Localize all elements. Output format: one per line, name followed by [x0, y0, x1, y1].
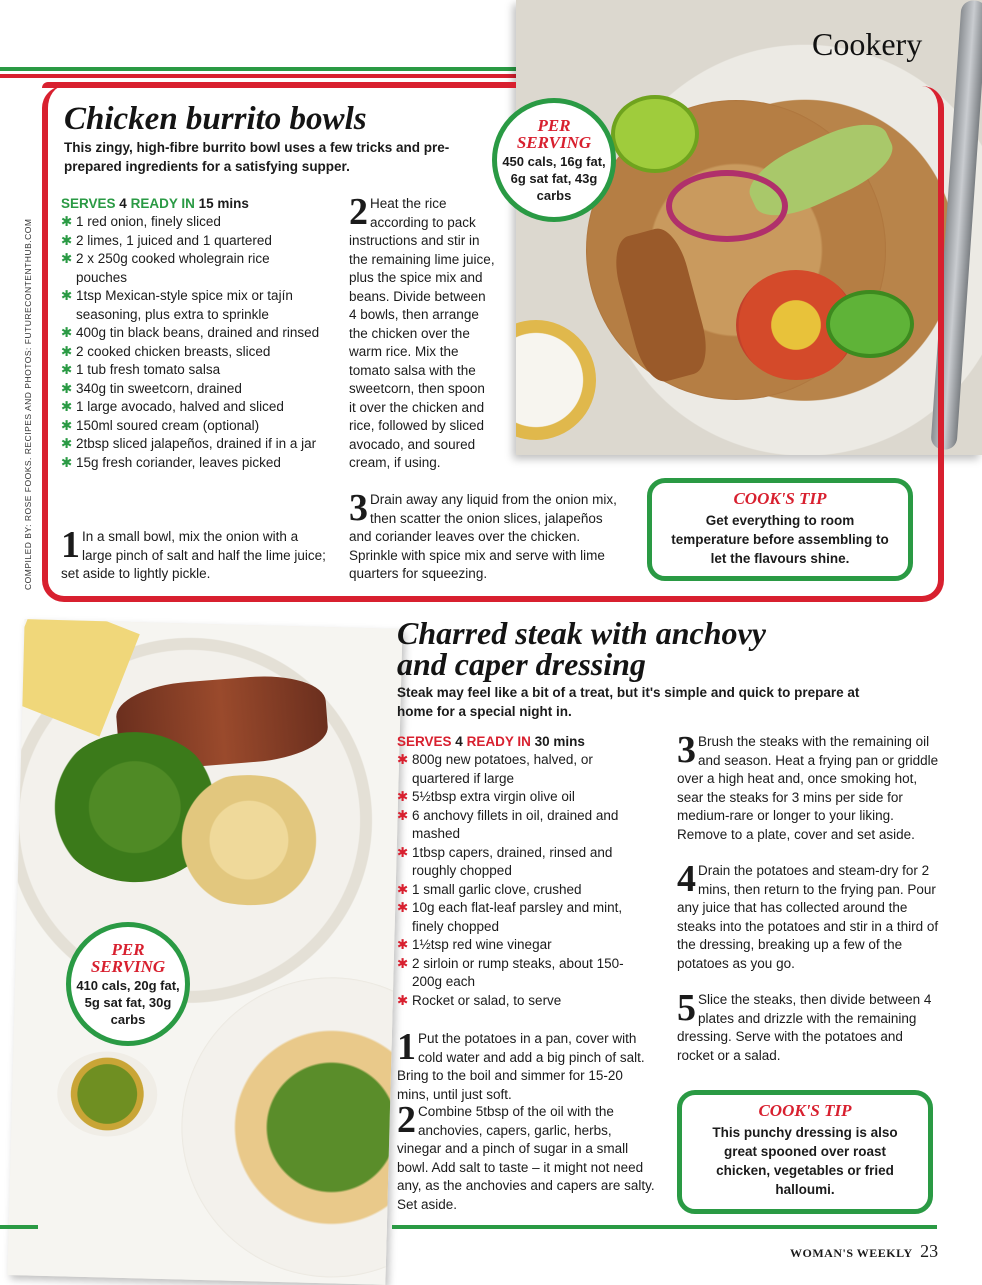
step-text: Heat the rice according to pack instructions and stir in the remaining lime juice, plus the spice mix and beans. Divide between 4 bowls, then arrange the chicken over the warm rice. Mix the tomato salsa with the sweetcorn, then spoon it over the chicken and rice, followed by sliced avocado, and soured cream, if using. — [349, 196, 495, 470]
recipe1-step-2 — [349, 191, 495, 473]
ingredient-item — [61, 324, 323, 343]
ingredient-item — [61, 250, 323, 287]
bullet-star-icon: ✱ — [397, 789, 409, 804]
ingredient-item — [61, 213, 323, 232]
ready-label: READY IN — [130, 196, 195, 211]
recipe2-cooks-tip — [677, 1090, 933, 1214]
footer-stripe-right — [392, 1225, 937, 1229]
ingredient-item — [397, 881, 647, 900]
recipe1-per-serving-badge — [492, 98, 616, 222]
recipe2-intro: Steak may feel like a bit of a treat, but it's simple and quick to prepare at home for a special night in. — [397, 685, 860, 719]
step-text: In a small bowl, mix the onion with a large pinch of salt and half the lime juice; set aside to lightly pickle. — [61, 529, 326, 581]
ingredient-item — [397, 844, 647, 881]
recipe1-cooks-tip — [647, 478, 913, 581]
bullet-star-icon: ✱ — [61, 436, 73, 451]
step-number: 3 — [349, 487, 368, 529]
bullet-star-icon: ✱ — [61, 454, 73, 470]
bullet-star-icon: ✱ — [61, 417, 73, 433]
ingredient-item — [397, 751, 647, 788]
bullet-star-icon: ✱ — [397, 807, 409, 823]
ingredient-text: 1 large avocado, halved and sliced — [76, 399, 284, 414]
dressing-bowl — [56, 1050, 158, 1138]
ready-label: READY IN — [466, 734, 531, 749]
ingredient-item — [61, 398, 323, 417]
ingredient-text: 2 cooked chicken breasts, sliced — [76, 343, 271, 359]
serves-value: 4 — [455, 734, 463, 749]
ingredient-item — [397, 936, 647, 955]
ingredient-text: 5½tbsp extra virgin olive oil — [412, 789, 575, 804]
step-number: 5 — [677, 987, 696, 1029]
magazine-name: WOMAN'S WEEKLY — [790, 1246, 913, 1260]
ingredient-text: 15g fresh coriander, leaves picked — [76, 454, 281, 470]
ingredient-item — [61, 380, 323, 399]
bullet-star-icon: ✱ — [61, 325, 73, 340]
ingredient-item — [61, 361, 323, 380]
ingredient-text: 2 limes, 1 juiced and 1 quartered — [76, 232, 272, 248]
steak-photo — [7, 619, 402, 1285]
recipe2-ingredients — [397, 751, 647, 1010]
recipe1-ingredients — [61, 213, 323, 472]
ready-value: 30 mins — [534, 734, 585, 749]
bullet-star-icon: ✱ — [397, 955, 409, 971]
bullet-star-icon: ✱ — [397, 937, 409, 952]
ingredient-item — [397, 992, 647, 1011]
per-serving-title: PER SERVING — [516, 116, 592, 152]
ingredient-text: 1tbsp capers, drained, rinsed and roughly chopped — [412, 844, 613, 878]
step-number: 2 — [397, 1099, 416, 1141]
cooks-tip-title: COOK'S TIP — [758, 1101, 852, 1120]
step-text: Combine 5tbsp of the oil with the anchovies, capers, garlic, herbs, vinegar and a pinch of sugar in a small bowl. Add salt to taste – it might not need any, as the anchovies and capers are salty. Set aside. — [397, 1104, 655, 1212]
recipe1-step-3 — [349, 487, 619, 584]
ingredient-text: 10g each flat-leaf parsley and mint, finely chopped — [412, 900, 623, 934]
ingredient-text: 2 x 250g cooked wholegrain rice pouches — [76, 251, 270, 285]
bullet-star-icon: ✱ — [61, 288, 73, 303]
bullet-star-icon: ✱ — [61, 399, 73, 414]
bullet-star-icon: ✱ — [397, 881, 409, 897]
bullet-star-icon: ✱ — [397, 900, 409, 915]
recipe1-intro: This zingy, high-fibre burrito bowl uses a few tricks and pre-prepared ingredients for a satisfying supper. — [64, 140, 450, 174]
ingredient-item — [397, 955, 647, 992]
potatoes-blob — [157, 773, 340, 908]
serves-label: SERVES — [397, 734, 452, 749]
bullet-star-icon: ✱ — [397, 992, 409, 1008]
header-stripe-red — [0, 74, 520, 78]
ready-value: 15 mins — [198, 196, 249, 211]
recipe1-step-1 — [61, 524, 326, 584]
recipe1-title: Chicken burrito bowls — [64, 101, 367, 137]
recipe2-per-serving-badge — [66, 922, 190, 1046]
ingredient-item — [397, 788, 647, 807]
step-number: 1 — [397, 1026, 416, 1068]
serves-label: SERVES — [61, 196, 116, 211]
recipe2-step-4 — [677, 858, 939, 973]
ingredient-item — [61, 454, 323, 473]
ingredient-text: 1 tub fresh tomato salsa — [76, 362, 221, 377]
ingredient-text: Rocket or salad, to serve — [412, 992, 562, 1008]
ingredient-text: 1 small garlic clove, crushed — [412, 881, 582, 897]
step-text: Put the potatoes in a pan, cover with cold water and add a big pinch of salt. Bring to the boil and simmer for 15-20 mins, until just soft. — [397, 1031, 645, 1102]
ingredient-item — [61, 287, 323, 324]
recipe2-step-5 — [677, 987, 939, 1065]
recipe1-meta — [61, 195, 249, 213]
footer — [790, 1241, 938, 1262]
ingredient-text: 400g tin black beans, drained and rinsed — [76, 325, 320, 340]
step-number: 1 — [61, 524, 80, 566]
ingredient-text: 1 red onion, finely sliced — [76, 214, 221, 229]
recipe2-meta — [397, 733, 585, 751]
cooks-tip-text: This punchy dressing is also great spooned over roast chicken, vegetables or fried halloumi. — [712, 1125, 898, 1197]
recipe2-step-1 — [397, 1026, 655, 1104]
ingredient-text: 800g new potatoes, halved, or quartered if large — [412, 752, 593, 786]
step-text: Drain away any liquid from the onion mix, then scatter the onion slices, jalapeños and coriander leaves over the chicken. Sprinkle with spice mix and serve with lime quarters for squeezing. — [349, 492, 617, 581]
ingredient-item — [61, 417, 323, 436]
step-number: 4 — [677, 858, 696, 900]
ingredient-text: 6 anchovy fillets in oil, drained and mashed — [412, 807, 619, 841]
step-text: Slice the steaks, then divide between 4 plates and drizzle with the remaining dressing. Serve with the potatoes and rocket or a salad. — [677, 992, 932, 1063]
recipe2-step-3 — [677, 729, 939, 844]
ingredient-item — [61, 232, 323, 251]
bullet-star-icon: ✱ — [61, 251, 73, 266]
bullet-star-icon: ✱ — [61, 232, 73, 248]
ingredient-text: 1½tsp red wine vinegar — [412, 937, 552, 952]
bullet-star-icon: ✱ — [61, 362, 73, 377]
ingredient-text: 150ml soured cream (optional) — [76, 417, 260, 433]
section-title: Cookery — [812, 26, 923, 62]
page-number: 23 — [920, 1241, 939, 1261]
per-serving-values: 410 cals, 20g fat, 5g sat fat, 30g carbs — [76, 978, 180, 1027]
second-plate — [178, 973, 403, 1281]
ingredient-text: 2tbsp sliced jalapeños, drained if in a jar — [76, 436, 317, 451]
footer-stripe-left — [0, 1225, 38, 1229]
ingredient-item — [397, 807, 647, 844]
per-serving-values: 450 cals, 16g fat, 6g sat fat, 43g carbs — [502, 154, 606, 203]
ingredient-item — [61, 435, 323, 454]
cooks-tip-title: COOK'S TIP — [733, 489, 827, 508]
bullet-star-icon: ✱ — [397, 752, 409, 767]
photo-credit: COMPILED BY: ROSE FOOKS. RECIPES AND PHOTOS: FUTURECONTENTHUB.COM — [23, 218, 33, 590]
step-number: 3 — [677, 729, 696, 771]
cooks-tip-text: Get everything to room temperature before assembling to let the flavours shine. — [671, 513, 889, 566]
ingredient-item — [61, 343, 323, 362]
serves-value: 4 — [119, 196, 127, 211]
ingredient-text: 1tsp Mexican-style spice mix or tajín seasoning, plus extra to sprinkle — [76, 288, 293, 322]
step-text: Drain the potatoes and steam-dry for 2 mins, then return to the frying pan. Pour any juice that has collected around the steaks into the potatoes and stir in a third of the dressing, breaking up a few of the potatoes as you go. — [677, 863, 939, 971]
ingredient-text: 340g tin sweetcorn, drained — [76, 380, 242, 396]
bullet-star-icon: ✱ — [61, 380, 73, 396]
ingredient-item — [397, 899, 647, 936]
ingredient-text: 2 sirloin or rump steaks, about 150-200g each — [412, 955, 624, 989]
bullet-star-icon: ✱ — [61, 343, 73, 359]
per-serving-title: PER SERVING — [90, 940, 166, 976]
step-text: Brush the steaks with the remaining oil and season. Heat a frying pan or griddle over a high heat and, once smoking hot, sear the steaks for 3 mins per side for medium-rare or longer to your liking. Remove to a plate, cover and set aside. — [677, 734, 939, 842]
step-number: 2 — [349, 191, 368, 233]
bullet-star-icon: ✱ — [61, 214, 73, 229]
recipe2-step-2 — [397, 1099, 655, 1214]
recipe2-title: Charred steak with anchovy and caper dressing — [397, 615, 766, 682]
bullet-star-icon: ✱ — [397, 844, 409, 860]
